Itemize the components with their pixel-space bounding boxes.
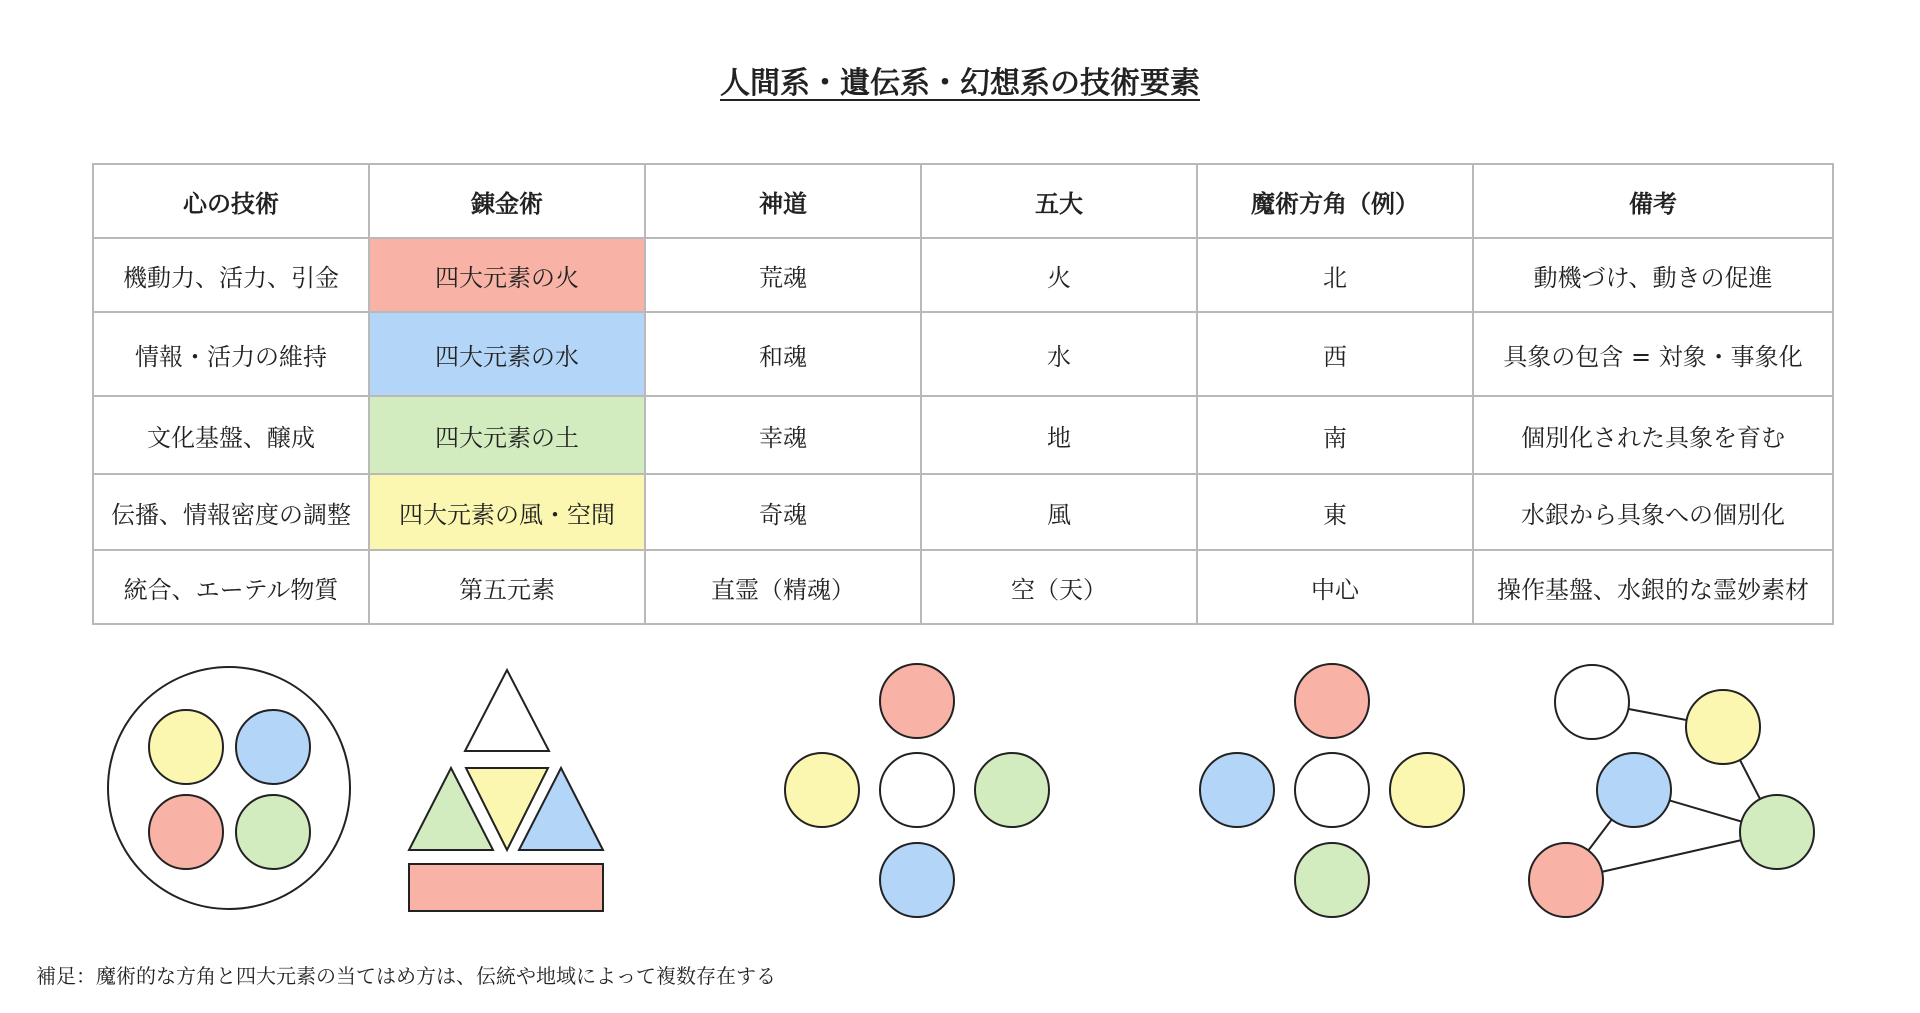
network-diagram <box>1529 665 1814 917</box>
element-circle <box>1295 753 1369 827</box>
table-cell: 中心 <box>1197 550 1473 624</box>
table-cell: 東 <box>1197 474 1473 550</box>
element-base-rect <box>409 864 603 911</box>
table-cell: 火 <box>921 238 1197 312</box>
table-cell: 地 <box>921 396 1197 474</box>
network-node <box>1529 843 1603 917</box>
table-header-row <box>93 164 1833 238</box>
table-cell: 文化基盤、醸成 <box>93 396 369 474</box>
table-cell: 奇魂 <box>645 474 921 550</box>
alchemy-cell: 四大元素の風・空間 <box>369 474 645 550</box>
element-circle <box>880 843 954 917</box>
table-cell: 荒魂 <box>645 238 921 312</box>
outer-circle <box>108 667 350 909</box>
table-row <box>93 396 1833 474</box>
table-cell: 幸魂 <box>645 396 921 474</box>
element-triangle <box>465 670 549 751</box>
page-title: 人間系・遺伝系・幻想系の技術要素 <box>720 66 1200 101</box>
header-notes: 備考 <box>1473 164 1833 238</box>
element-circle <box>1295 664 1369 738</box>
network-node <box>1597 753 1671 827</box>
element-circle <box>1390 753 1464 827</box>
element-circle <box>975 753 1049 827</box>
header-godai: 五大 <box>921 164 1197 238</box>
table-cell: 具象の包含 = 対象・事象化 <box>1473 312 1833 396</box>
network-node <box>1555 665 1629 739</box>
triangle-stack-diagram <box>409 670 603 911</box>
table-cell: 空（天） <box>921 550 1197 624</box>
element-circle <box>880 664 954 738</box>
table-cell: 統合、エーテル物質 <box>93 550 369 624</box>
header-mind-technique: 心の技術 <box>93 164 369 238</box>
table-cell: 和魂 <box>645 312 921 396</box>
table-row <box>93 474 1833 550</box>
header-alchemy: 錬金術 <box>369 164 645 238</box>
table-cell: 風 <box>921 474 1197 550</box>
cross-diagram-a <box>785 664 1049 917</box>
element-circle <box>236 795 310 869</box>
table-cell: 水銀から具象への個別化 <box>1473 474 1833 550</box>
element-circle <box>1200 753 1274 827</box>
table-cell: 直霊（精魂） <box>645 550 921 624</box>
table-row <box>93 312 1833 396</box>
table-cell: 情報・活力の維持 <box>93 312 369 396</box>
alchemy-cell: 四大元素の土 <box>369 396 645 474</box>
table-cell: 北 <box>1197 238 1473 312</box>
table-cell: 水 <box>921 312 1197 396</box>
header-shinto: 神道 <box>645 164 921 238</box>
cross-diagram-b <box>1200 664 1464 917</box>
table-cell: 動機づけ、動きの促進 <box>1473 238 1833 312</box>
element-circle <box>149 710 223 784</box>
element-diagrams <box>0 650 1920 940</box>
element-circle <box>785 753 859 827</box>
alchemy-cell: 四大元素の水 <box>369 312 645 396</box>
element-circle <box>880 753 954 827</box>
alchemy-cell: 四大元素の火 <box>369 238 645 312</box>
network-node <box>1740 795 1814 869</box>
elements-table <box>92 163 1834 625</box>
table-cell: 個別化された具象を育む <box>1473 396 1833 474</box>
table-cell: 伝播、情報密度の調整 <box>93 474 369 550</box>
table-cell: 操作基盤、水銀的な霊妙素材 <box>1473 550 1833 624</box>
circle-group-diagram <box>108 667 350 909</box>
element-circle <box>149 795 223 869</box>
footnote: 補足：魔術的な方角と四大元素の当てはめ方は、伝統や地域によって複数存在する <box>36 964 776 988</box>
table-cell: 機動力、活力、引金 <box>93 238 369 312</box>
table-cell: 南 <box>1197 396 1473 474</box>
table-cell: 西 <box>1197 312 1473 396</box>
network-node <box>1686 690 1760 764</box>
table-row <box>93 550 1833 624</box>
table-row <box>93 238 1833 312</box>
element-circle <box>236 710 310 784</box>
element-circle <box>1295 843 1369 917</box>
header-magic-direction: 魔術方角（例） <box>1197 164 1473 238</box>
alchemy-cell: 第五元素 <box>369 550 645 624</box>
